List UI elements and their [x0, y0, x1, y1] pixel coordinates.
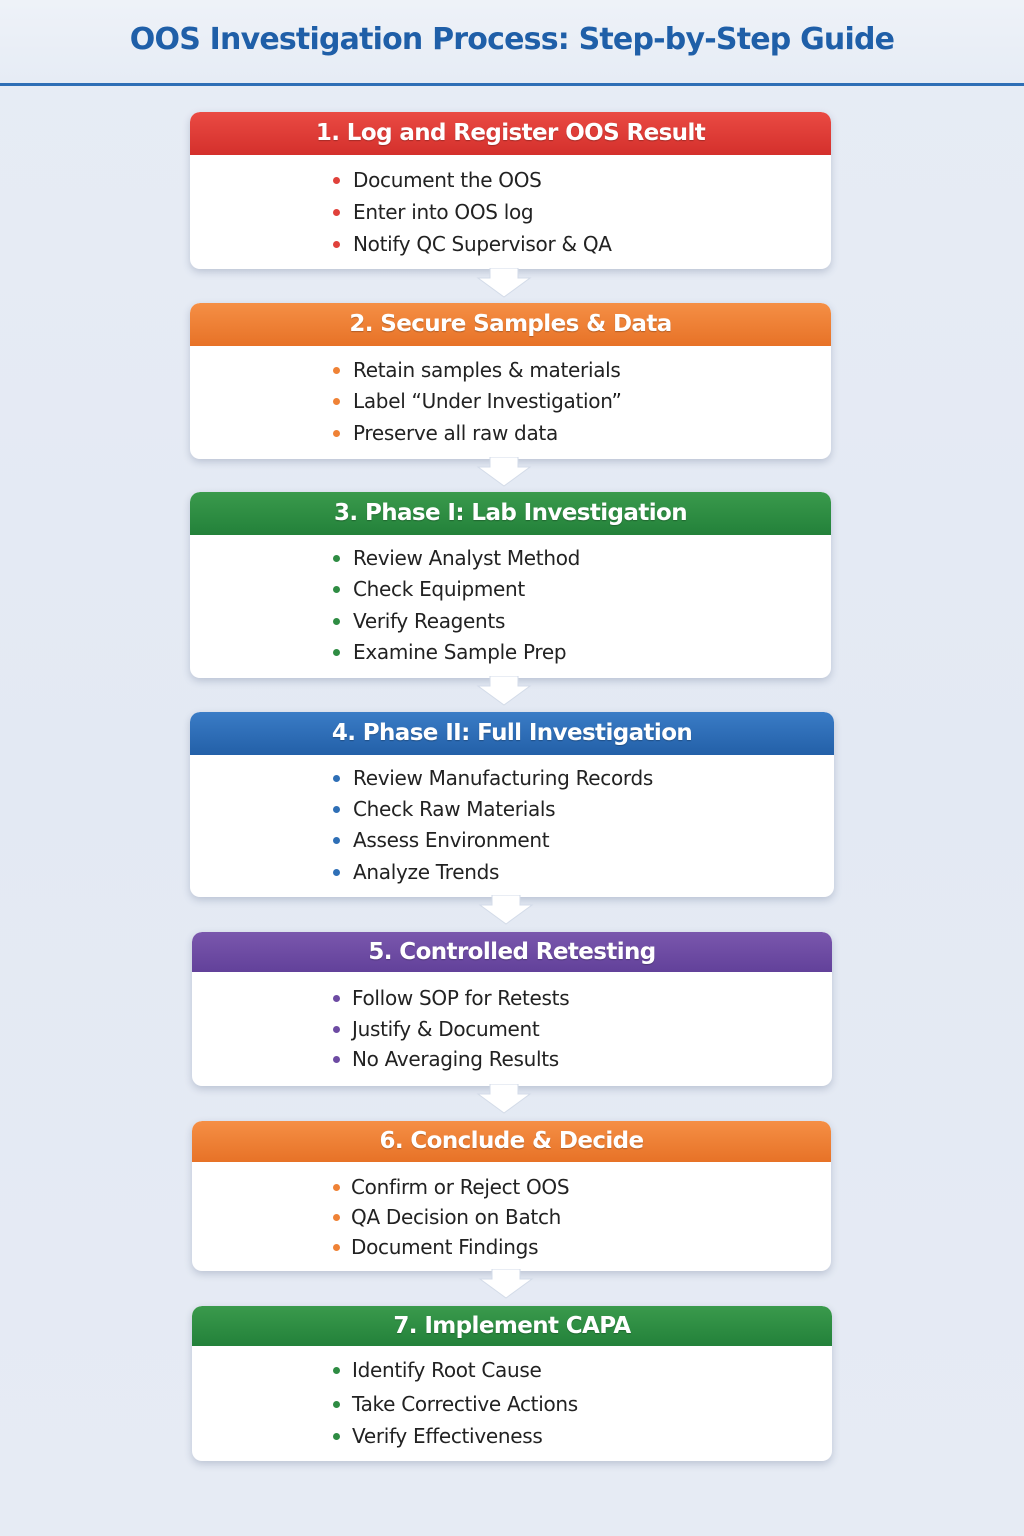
bullet-dot-icon — [333, 430, 340, 437]
step-card-1: 1. Log and Register OOS Result Document the OOS Enter into OOS log Notify QC Supervisor & QA — [190, 112, 831, 269]
bullet-dot-icon — [333, 806, 340, 813]
step-card-4: 4. Phase II: Full Investigation Review Manufacturing Records Check Raw Materials Assess Environment Analyze Trends — [190, 712, 834, 897]
bullet-dot-icon — [333, 1244, 340, 1251]
header-bar — [0, 0, 1024, 86]
step-card-7: 7. Implement CAPA Identify Root Cause Take Corrective Actions Verify Effectiveness — [192, 1306, 832, 1461]
bullet-dot-icon — [333, 241, 340, 248]
bullet-dot-icon — [333, 1433, 340, 1440]
bullet-dot-icon — [333, 1026, 340, 1033]
bullet-dot-icon — [333, 649, 340, 656]
bullet-dot-icon — [333, 618, 340, 625]
bullet-dot-icon — [333, 177, 340, 184]
step-heading-1: 1. Log and Register OOS Result — [190, 112, 831, 155]
bullet-dot-icon — [333, 586, 340, 593]
bullet-dot-icon — [333, 1214, 340, 1221]
step-card-6: 6. Conclude & Decide Confirm or Reject OOS QA Decision on Batch Document Findings — [192, 1121, 831, 1271]
step-card-3: 3. Phase I: Lab Investigation Review Analyst Method Check Equipment Verify Reagents Examine Sample Prep — [190, 492, 831, 678]
step-heading-7: 7. Implement CAPA — [192, 1306, 832, 1346]
bullet-dot-icon — [333, 1056, 340, 1063]
step-card-5: 5. Controlled Retesting Follow SOP for Retests Justify & Document No Averaging Results — [192, 932, 832, 1086]
bullet-dot-icon — [333, 837, 340, 844]
step-heading-4: 4. Phase II: Full Investigation — [190, 712, 834, 755]
bullet-dot-icon — [333, 775, 340, 782]
step-heading-2: 2. Secure Samples & Data — [190, 303, 831, 346]
bullet-dot-icon — [333, 398, 340, 405]
step-heading-6: 6. Conclude & Decide — [192, 1121, 831, 1162]
step-heading-3: 3. Phase I: Lab Investigation — [190, 492, 831, 535]
step-card-2: 2. Secure Samples & Data Retain samples & materials Label “Under Investigation” Preserve all raw data — [190, 303, 831, 459]
bullet-dot-icon — [333, 209, 340, 216]
bullet-dot-icon — [333, 367, 340, 374]
bullet-dot-icon — [333, 1401, 340, 1408]
bullet-dot-icon — [333, 1184, 340, 1191]
bullet-dot-icon — [333, 869, 340, 876]
bullet-dot-icon — [333, 1367, 340, 1374]
bullet-dot-icon — [333, 995, 340, 1002]
page-title: OOS Investigation Process: Step-by-Step Guide — [129, 22, 895, 57]
bullet-dot-icon — [333, 555, 340, 562]
step-heading-5: 5. Controlled Retesting — [192, 932, 832, 972]
